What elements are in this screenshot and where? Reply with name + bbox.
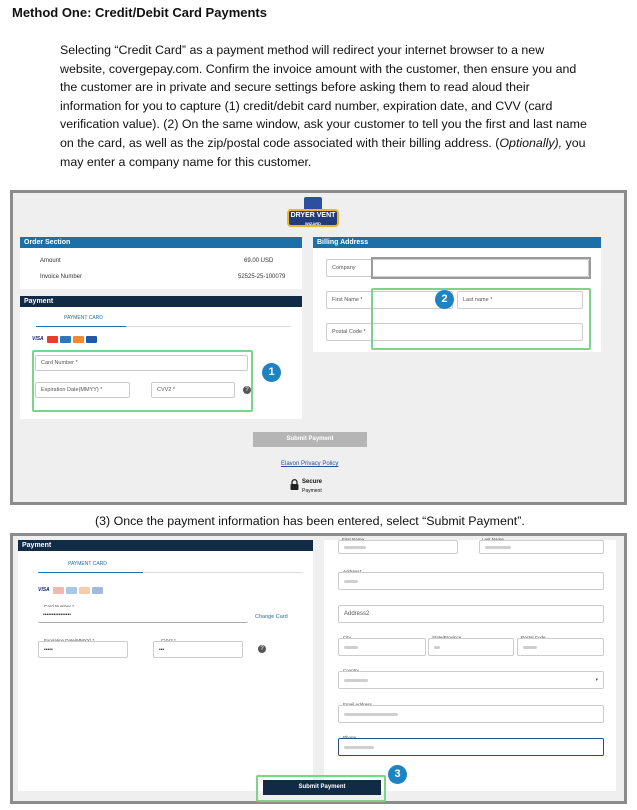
amex-icon (60, 336, 71, 343)
redacted-value (434, 646, 440, 649)
redacted-value (523, 646, 537, 649)
payment-entered-screenshot (10, 533, 627, 804)
visa-icon: VISA (32, 336, 44, 342)
card-number-input[interactable]: Card Number * (35, 355, 248, 371)
cvv-input[interactable]: CVV2 * (151, 382, 235, 398)
payment-header: Payment (18, 540, 313, 551)
card-brand-logos (38, 587, 103, 594)
tab-divider (143, 572, 303, 573)
tab-underline (36, 326, 126, 327)
tab-payment-card[interactable]: PAYMENT CARD (68, 561, 107, 567)
company-highlight (371, 257, 591, 279)
last-name-input[interactable]: Last name * (457, 291, 583, 309)
amount-value: 69.00 USD (244, 258, 274, 264)
help-icon[interactable]: ? (258, 645, 266, 653)
company-input[interactable]: Company (326, 259, 589, 277)
step-3-instruction: (3) Once the payment information has been entered, select “Submit Payment”. (95, 514, 525, 528)
submit-payment-button[interactable]: Submit Payment (253, 432, 367, 447)
callout-2: 2 (435, 290, 454, 309)
order-section-header: Order Section (20, 237, 302, 248)
billing-address-header: Billing Address (313, 237, 601, 248)
jcb-icon (86, 336, 97, 343)
mastercard-icon (47, 336, 58, 343)
redacted-value (344, 546, 366, 549)
help-icon[interactable]: ? (243, 386, 251, 394)
para-line: Selecting “Credit Card” as a payment method will redirect your internet browser to a new (60, 43, 545, 57)
para-line: may enter a company name for this customer. (60, 154, 312, 169)
phone-input[interactable] (338, 738, 604, 756)
para-line: the customer are in private and secure settings before asking them to read aloud their (60, 80, 530, 95)
privacy-policy-link[interactable]: Elavon Privacy Policy (281, 461, 339, 467)
postal-code-input[interactable] (517, 638, 604, 656)
postal-code-input[interactable]: Postal Code * (326, 323, 583, 341)
amount-label: Amount (40, 258, 61, 264)
section-heading: Method One: Credit/Debit Card Payments (12, 5, 267, 20)
cvv-input[interactable]: ••• (153, 641, 243, 658)
logo-sub: WIZARD (305, 221, 321, 226)
amex-icon (66, 587, 77, 594)
para-optional: Optionally), (499, 135, 563, 150)
para-line (60, 134, 630, 153)
redacted-value (344, 646, 358, 649)
expiration-input[interactable]: Expiration Date(MMYY) * (35, 382, 130, 398)
para-line: website, covergepay.com. Confirm the invoice amount with the customer, then ensure you and (60, 61, 577, 76)
invoice-value: 52525-25-100079 (238, 274, 286, 280)
para-line: information for you to capture (1) credit/debit card number, expiration date, and CVV (card (60, 98, 553, 113)
city-input[interactable] (338, 638, 426, 656)
billing-panel-filled (324, 540, 616, 791)
para-after-optional: you (562, 135, 586, 150)
visa-icon: VISA (38, 587, 50, 593)
para-line-text: on the card, as well as the zip/postal code associated with their billing address. ( (60, 135, 500, 150)
lock-icon (290, 479, 299, 490)
card-number-input[interactable]: •••••••••••••••• (38, 607, 248, 623)
first-name-input[interactable] (338, 540, 458, 554)
name-postal-highlight (371, 288, 591, 350)
tab-divider (126, 326, 291, 327)
email-input[interactable] (338, 705, 604, 723)
tab-underline (38, 572, 143, 573)
last-name-input[interactable] (479, 540, 604, 554)
instructions-paragraph (60, 41, 630, 171)
card-brand-logos (32, 336, 97, 343)
invoice-label: Invoice Number (40, 274, 83, 280)
payment-form-screenshot (10, 190, 627, 505)
chevron-down-icon: ▾ (595, 677, 598, 683)
payment-panel-filled (18, 540, 313, 791)
dryer-vent-wizard-logo (287, 197, 339, 231)
redacted-value (344, 580, 358, 583)
submit-payment-button[interactable]: Submit Payment (263, 780, 381, 795)
mastercard-icon (53, 587, 64, 594)
logo-text: DRYER VENT (290, 212, 336, 219)
secure-label: Secure (302, 479, 323, 485)
first-name-input[interactable]: First Name * (326, 291, 453, 309)
order-section-panel (20, 237, 302, 289)
expiration-input[interactable]: ••••• (38, 641, 128, 658)
address1-input[interactable] (338, 572, 604, 590)
redacted-value (344, 679, 368, 682)
secure-sub: Payment (302, 488, 322, 494)
redacted-value (344, 746, 374, 749)
country-select[interactable] (338, 671, 604, 689)
redacted-value (485, 546, 511, 549)
payment-header: Payment (20, 296, 302, 307)
tab-payment-card[interactable]: PAYMENT CARD (64, 315, 103, 321)
discover-icon (79, 587, 90, 594)
callout-3: 3 (388, 765, 407, 784)
change-card-link[interactable]: Change Card (255, 614, 288, 620)
card-fields-highlight (32, 350, 253, 412)
discover-icon (73, 336, 84, 343)
logo-badge (287, 209, 339, 227)
para-line: verification value). (2) On the same window, ask your customer to tell you the first and last name (60, 117, 587, 132)
jcb-icon (92, 587, 103, 594)
callout-1: 1 (262, 363, 281, 382)
state-input[interactable] (428, 638, 514, 656)
redacted-value (344, 713, 398, 716)
address2-input[interactable]: Address2 (338, 605, 604, 623)
